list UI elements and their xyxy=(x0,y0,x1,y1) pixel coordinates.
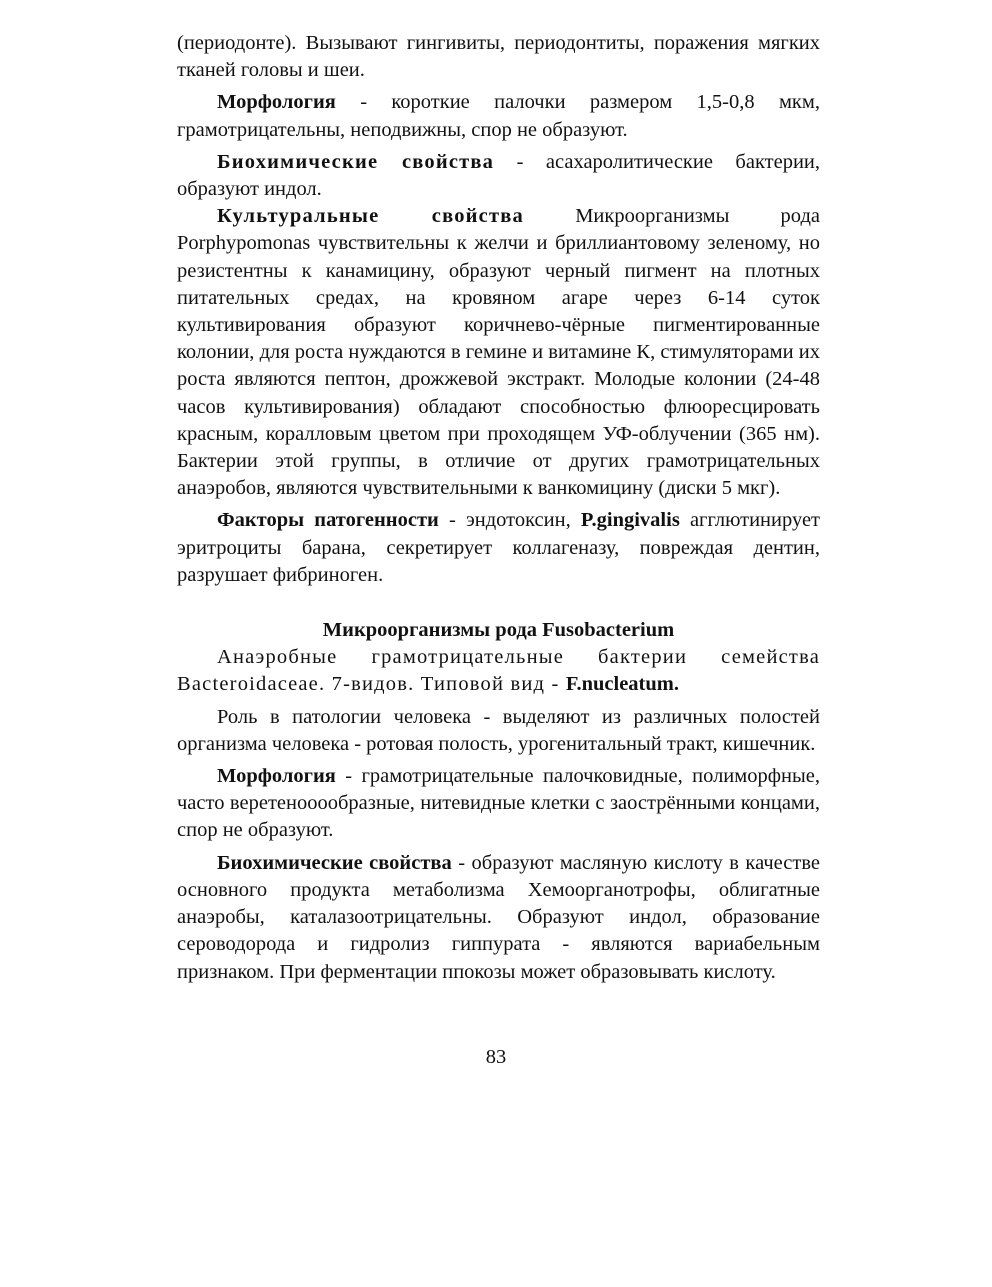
term-biochemical: Биохимические свойства xyxy=(217,150,495,173)
term-biochemical: Биохимические свойства xyxy=(217,851,452,874)
paragraph-text: - грамотрицательные палочковидные, полиморфные, часто веретенооообразные, нитевидные клетки с заострёнными концами, спор не образуют. xyxy=(177,765,820,842)
paragraph-text: агглютинирует эритроциты барана, секретирует коллагеназу, повреждая дентин, разрушает фибриноген. xyxy=(177,509,820,586)
term-morphology: Морфология xyxy=(217,765,336,788)
paragraph-fusobacterium-intro xyxy=(177,644,820,698)
species-name: P.gingivalis xyxy=(580,509,680,532)
paragraph-cultural xyxy=(177,203,820,502)
paragraph-text: - асахаролитические бактерии, образуют индол. xyxy=(177,150,821,201)
paragraph-text: - образуют масляную кислоту в качестве основного продукта метаболизма Хемоорганотрофы, облигатные анаэробы, каталазоотрицательны. Образуют индол, образование сероводорода и гидролиз гиппурата - являются вариабельным признаком. При ферментации ппокозы может образовывать кислоту. xyxy=(177,851,820,983)
paragraph-intro-continuation xyxy=(177,30,820,84)
paragraph-biochemical-2 xyxy=(177,850,820,986)
term-cultural: Культуральные свойства xyxy=(217,205,524,228)
section-heading: Микроорганизмы рода Fusobacterium xyxy=(322,619,675,642)
paragraph-text: - эндотоксин, xyxy=(438,509,581,532)
paragraph-text: (периодонте). Вызывают гингивиты, периодонтиты, поражения мягких тканей головы и шеи. xyxy=(177,32,820,82)
paragraph-morphology xyxy=(177,89,820,143)
paragraph-pathogenicity xyxy=(177,507,820,589)
paragraph-text: - короткие палочки размером 1,5-0,8 мкм, грамотрицательны, неподвижны, спор не образуют. xyxy=(177,91,820,141)
paragraph-text: Анаэробные грамотрицательные бактерии семейства Bacteroidaceae. 7-видов. Типовой вид - xyxy=(177,646,820,696)
page-number: 83 xyxy=(485,1046,507,1068)
paragraph-morphology-2 xyxy=(177,763,820,845)
species-name: F.nucleatum. xyxy=(565,673,679,696)
paragraph-pathology-role xyxy=(177,704,820,758)
term-morphology: Морфология xyxy=(217,91,336,114)
paragraph-text: Роль в патологии человека - выделяют из различных полостей организма человека - ротовая полость, урогенитальный тракт, кишечник. xyxy=(177,705,820,755)
paragraph-text: Микроорганизмы рода Porphypomonas чувствительны к желчи и бриллиантовому зеленому, но резистентны к канамицину, образуют черный пигмент на плотных питательных средах, на кровяном агаре через 6-14 суток культивирования образуют коричнево-чёрные пигментированные колонии, для роста нуждаются в гемине и витамине К, стимуляторами их роста являются пептон, дрожжевой экстракт. Молодые колонии (24-48 часов культивирования) обладают способностью флюоресцировать красным, коралловым цветом при проходящем УФ-облучении (365 нм). Бактерии этой группы, в отличие от других грамотрицательных анаэробов, являются чувствительными к ванкомицину (диски 5 мкг). xyxy=(177,205,820,500)
term-pathogenicity: Факторы патогенности xyxy=(217,509,439,532)
paragraph-biochemical xyxy=(177,149,820,203)
document-page xyxy=(177,30,820,986)
